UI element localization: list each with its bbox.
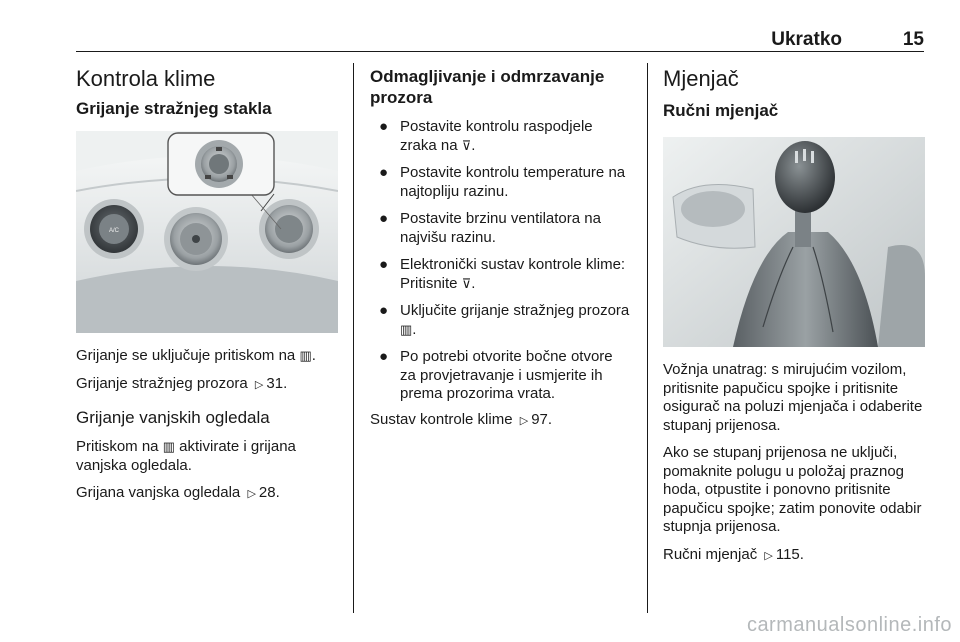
rear-window-defrost-icon: ▥ [400,321,413,337]
column-divider-2 [647,63,648,613]
text-segment: Pritiskom na [76,438,163,455]
list-item [370,256,632,293]
heading-manual-transmission: Ručni mjenjač [663,101,779,120]
text-gear-not-engaging: Ako se stupanj prijenosa ne uključi, pomaknite polugu u položaj praznog hoda, otpustite i ponovno pritisnite papučicu spojke; zatim ponovite odabir stupnja prijenosa. [663,444,922,535]
bullet: ● [379,164,389,181]
text-segment: . [412,320,417,338]
list-item [370,164,632,201]
ac-label: A/C [108,228,120,234]
text-segment: . [471,274,476,292]
text-segment: Postavite kontrolu raspodjele zraka na [400,118,593,154]
bullet: ● [379,118,389,135]
text-segment: Postavite brzinu ventilatora na najvišu razinu. [400,210,601,246]
chapter-title-transmission: Mjenjač [663,66,739,91]
ref-rear-window-heating [76,375,338,395]
ref-manual-transmission [663,546,925,566]
bullet: ● [379,348,389,365]
list-item [370,348,632,404]
windscreen-defrost-icon: ⊽ [461,275,472,291]
text-segment: aktivirate i grijana vanjska ogledala. [76,438,296,474]
section-title: Ukratko [771,29,842,50]
text-reverse-gear: Vožnja unatrag: s mirujućim vozilom, pritisnite papučicu spojke i pritisnite osigurač na poluzi mjenjača i odaberite stupanj prijenosa. [663,361,923,434]
text-segment: Elektronički sustav kontrole klime: Pritisnite [400,256,626,292]
column-climate [76,62,338,504]
page-ref[interactable]: 115. [775,545,804,563]
text-segment: Grijanje stražnjeg prozora [76,374,252,392]
list-item [370,210,632,247]
rear-window-defrost-icon: ▥ [162,439,175,454]
bullet: ● [379,256,389,273]
text-segment: Postavite kontrolu temperature na najtopliju razinu. [400,164,626,200]
page-header [76,26,924,52]
text-segment: Uključite grijanje stražnjeg prozora [400,302,630,319]
gear-lever-figure [663,137,925,347]
bullet: ● [379,302,389,319]
chapter-title-climate: Kontrola klime [76,66,216,91]
header-rule [76,51,924,52]
heading-defog: Odmagljivanje i odmrzavanje prozora [370,67,605,107]
reference-arrow-icon: ▷ [247,488,256,500]
page-ref[interactable]: 97. [531,410,553,428]
heading-rear-window-heating: Grijanje stražnjeg stakla [76,99,272,118]
column-defog [370,62,632,430]
list-item [370,118,632,155]
text-segment: Grijanje se uključuje pritiskom na [76,347,300,364]
defog-steps [370,118,632,404]
column-transmission [663,62,925,565]
ref-heated-mirrors [76,484,338,504]
text-segment: . [311,347,316,364]
heading-heated-mirrors: Grijanje vanjskih ogledala [76,408,270,427]
list-item [370,302,632,339]
text-segment: . [471,136,476,154]
page-ref[interactable]: 28. [258,484,280,501]
page-ref[interactable]: 31. [266,374,288,392]
text-rear-heating-on [76,347,338,366]
text-mirror-heating [76,438,338,475]
text-segment: Ručni mjenjač [663,545,762,563]
rear-window-defrost-icon: ▥ [299,348,312,363]
column-divider-1 [353,63,354,613]
reference-arrow-icon: ▷ [764,549,773,562]
reference-arrow-icon: ▷ [254,378,264,391]
page-number: 15 [902,29,924,50]
climate-control-figure [76,131,338,333]
bullet: ● [379,210,389,227]
watermark: carmanualsonline.info [746,614,952,636]
ref-climate-control [370,411,632,431]
text-segment: Sustav kontrole klime [370,410,517,428]
text-segment: Grijana vanjska ogledala [76,484,245,501]
text-segment: Po potrebi otvorite bočne otvore za provjetravanje i usmjerite ih prema prozorima vrata. [400,348,613,402]
reference-arrow-icon: ▷ [519,414,529,427]
windscreen-defrost-icon: ⊽ [461,137,472,153]
